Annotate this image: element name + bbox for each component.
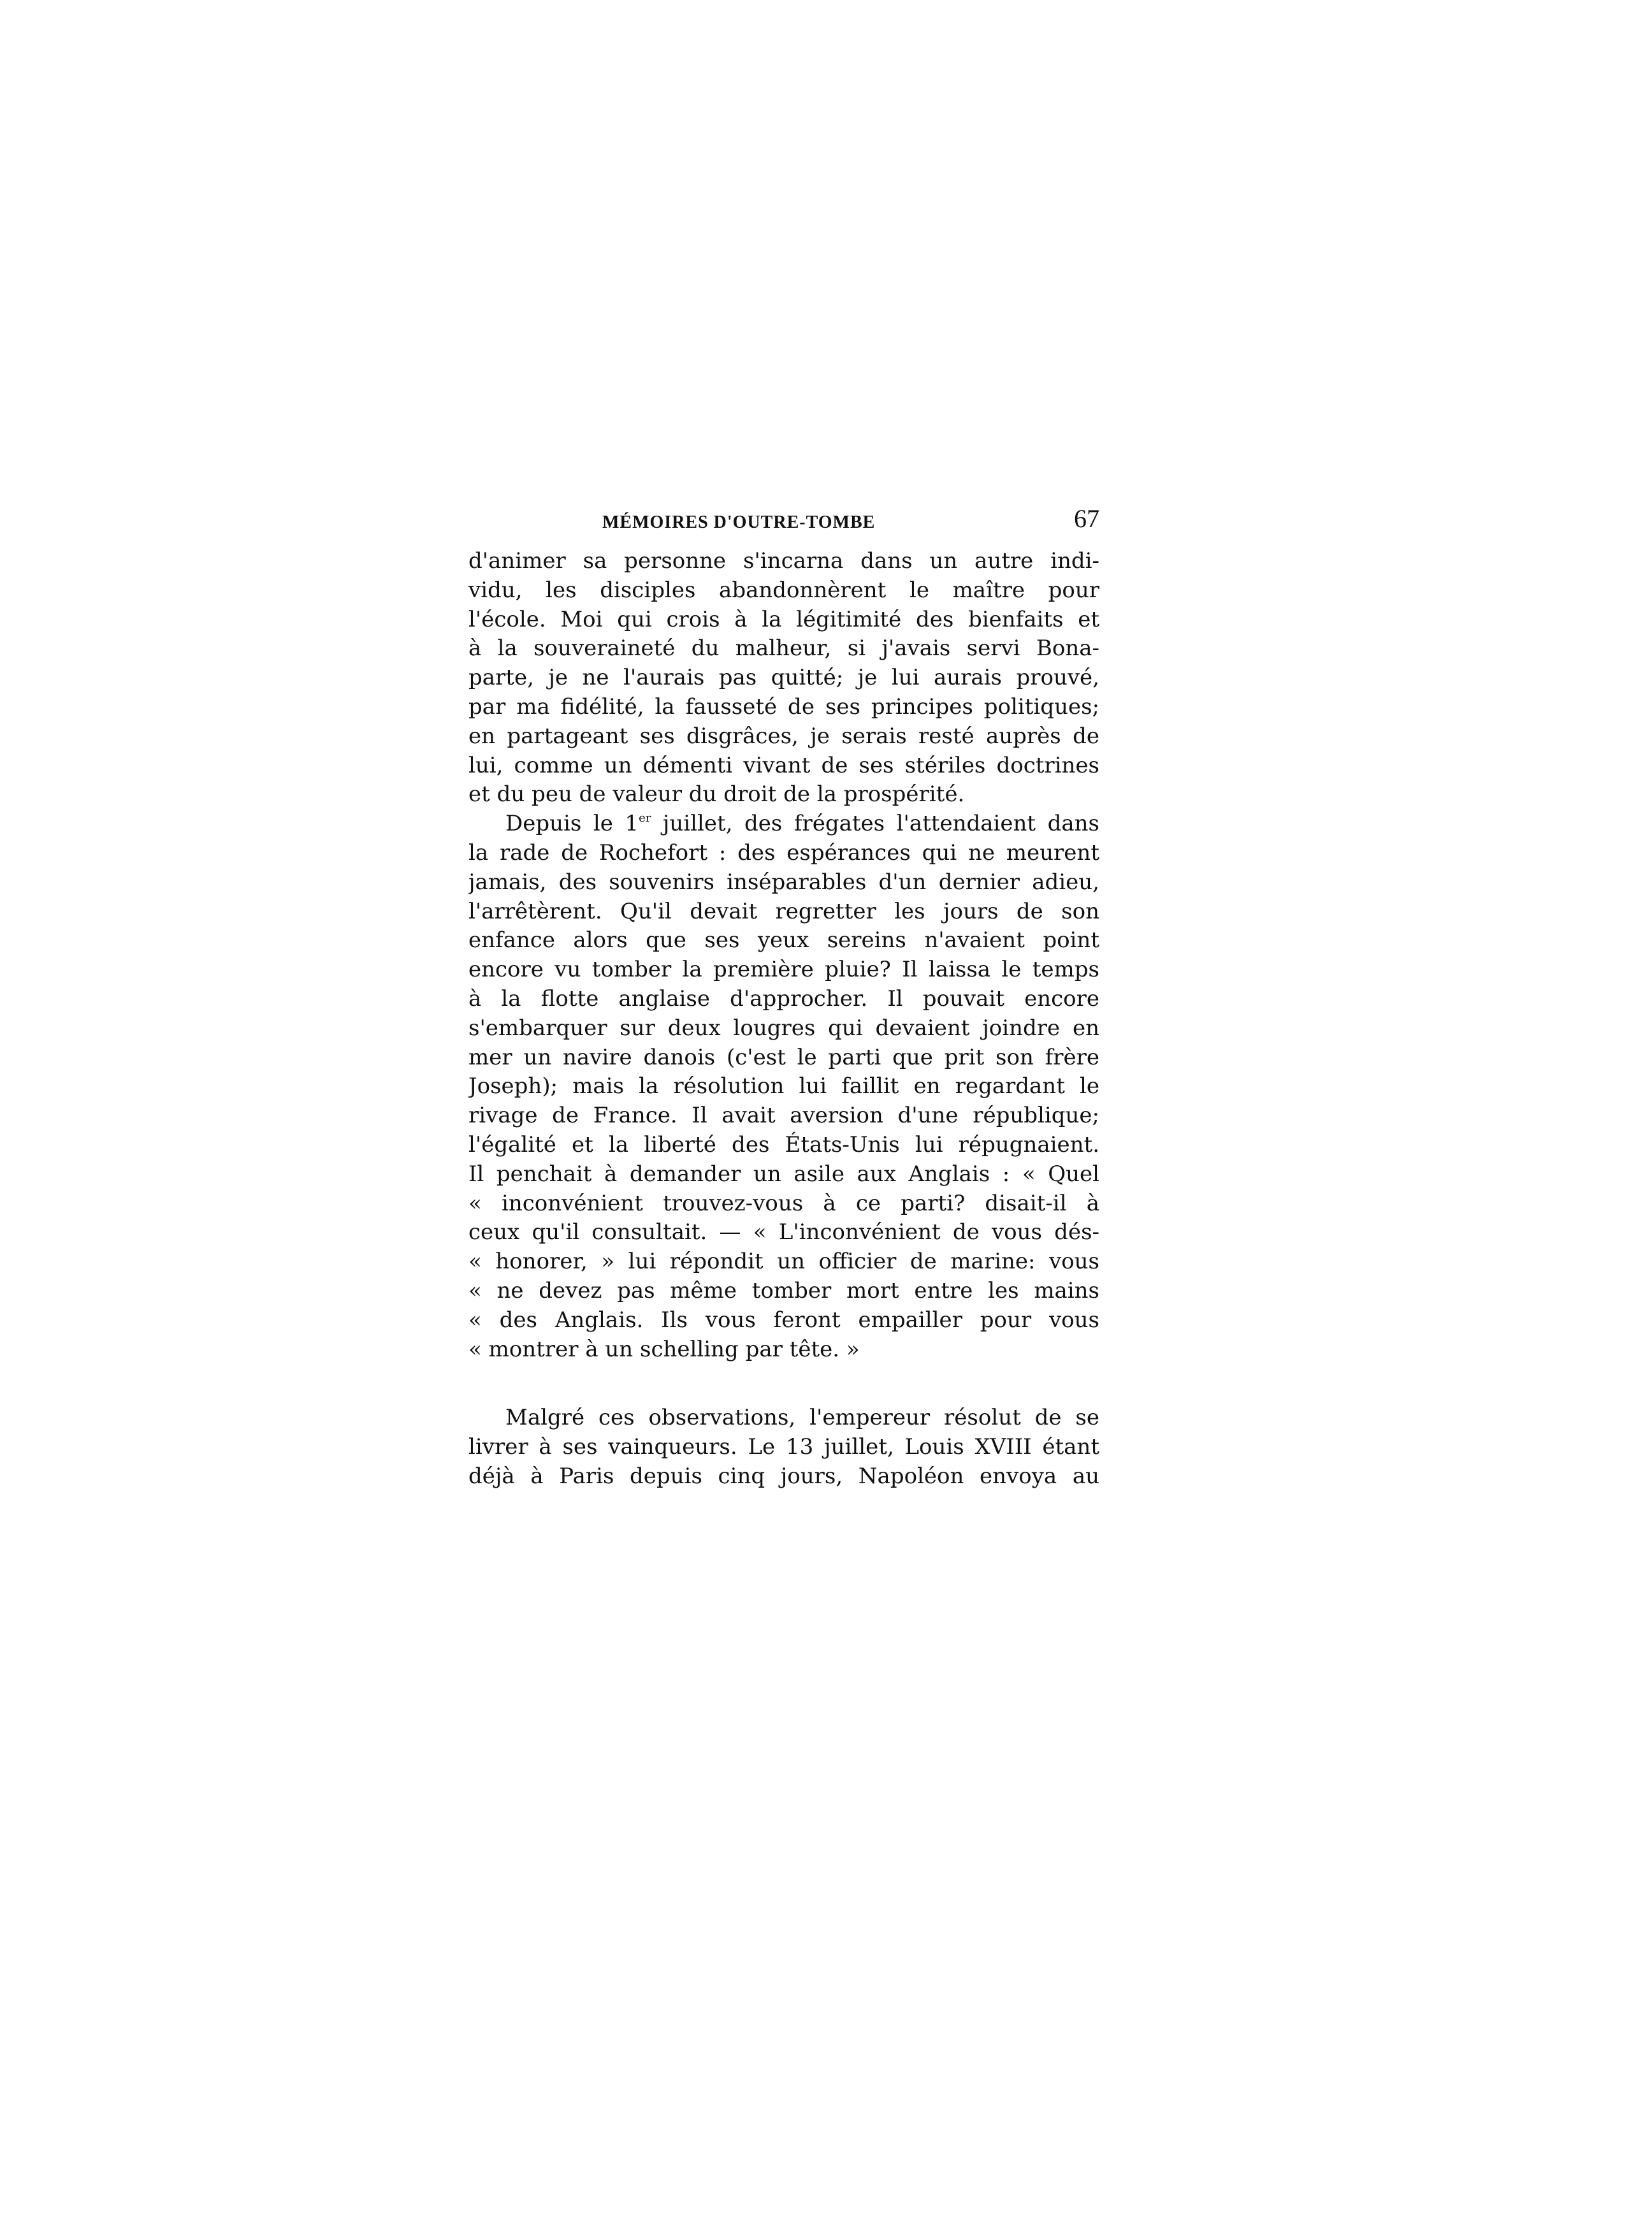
text-line: encore vu tomber la première pluie? Il laissa le temps: [468, 957, 1099, 983]
text-line: d'animer sa personne s'incarna dans un autre indi-: [468, 548, 1099, 574]
text-line: à la flotte anglaise d'approcher. Il pouvait encore: [468, 985, 1099, 1012]
page-text-block: [468, 497, 1099, 1492]
text-line: enfance alors que ses yeux sereins n'avaient point: [468, 927, 1099, 954]
text-line: Il penchait à demander un asile aux Anglais : « Quel: [468, 1161, 1099, 1187]
text-line: par ma fidélité, la fausseté de ses principes politiques;: [468, 693, 1099, 720]
ordinal-superscript: er: [639, 811, 651, 825]
text-line: à la souveraineté du malheur, si j'avais servi Bona-: [468, 635, 1099, 662]
text-line: l'égalité et la liberté des États-Unis lui répugnaient.: [468, 1131, 1099, 1158]
paragraph-3: [468, 1404, 1099, 1491]
text-line: lui, comme un démenti vivant de ses stériles doctrines: [468, 752, 1099, 778]
text-line: livrer à ses vainqueurs. Le 13 juillet, Louis XVIII étant: [468, 1434, 1099, 1460]
text-line: mer un navire danois (c'est le parti que prit son frère: [468, 1044, 1099, 1070]
text-line: ceux qu'il consultait. — « L'inconvénient de vous dés-: [468, 1219, 1099, 1245]
text-line: « des Anglais. Ils vous feront empailler pour vous: [468, 1307, 1099, 1333]
text-line: Joseph); mais la résolution lui faillit en regardant le: [468, 1073, 1099, 1100]
paragraph-2: [468, 809, 1099, 1364]
text-line: et du peu de valeur du droit de la prospérité.: [468, 781, 965, 808]
text-line: déjà à Paris depuis cinq jours, Napoléon envoya au: [468, 1463, 1099, 1489]
text-line: vidu, les disciples abandonnèrent le maître pour: [468, 577, 1099, 603]
text-line: parte, je ne l'aurais pas quitté; je lui aurais prouvé,: [468, 665, 1099, 691]
text-line: s'embarquer sur deux lougres qui devaient joindre en: [468, 1015, 1099, 1041]
text-line: jamais, des souvenirs inséparables d'un dernier adieu,: [468, 869, 1099, 895]
text-line: Malgré ces observations, l'empereur résolut de se: [505, 1405, 1099, 1431]
page-number: 67: [1074, 504, 1099, 533]
text-line: « inconvénient trouvez-vous à ce parti? disait-il à: [468, 1190, 1099, 1216]
ordinal-number: 1: [625, 811, 639, 837]
text-line: « montrer à un schelling par tête. »: [468, 1336, 860, 1362]
text-line: en partageant ses disgrâces, je serais resté auprès de: [468, 723, 1099, 749]
text-line: la rade de Rochefort : des espérances qui ne meurent: [468, 839, 1099, 866]
text-line: « ne devez pas même tomber mort entre les mains: [468, 1277, 1099, 1303]
text-line: l'arrêtèrent. Qu'il devait regretter les jours de son: [468, 898, 1099, 924]
text-line: rivage de France. Il avait aversion d'une république;: [468, 1103, 1099, 1129]
running-header: [468, 497, 1099, 542]
text-fragment: Depuis le: [505, 811, 625, 837]
text-fragment: juillet, des frégates l'attendaient dans: [651, 811, 1099, 837]
text-line: « honorer, » lui répondit un officier de marine: vous: [468, 1249, 1099, 1275]
text-line: l'école. Moi qui crois à la légitimité des bienfaits et: [468, 606, 1099, 632]
running-header-title: MÉMOIRES D'OUTRE-TOMBE: [602, 512, 876, 532]
paragraph-1: [468, 547, 1099, 809]
text-line-first: [468, 809, 1099, 839]
section-gap: [468, 1364, 1099, 1404]
